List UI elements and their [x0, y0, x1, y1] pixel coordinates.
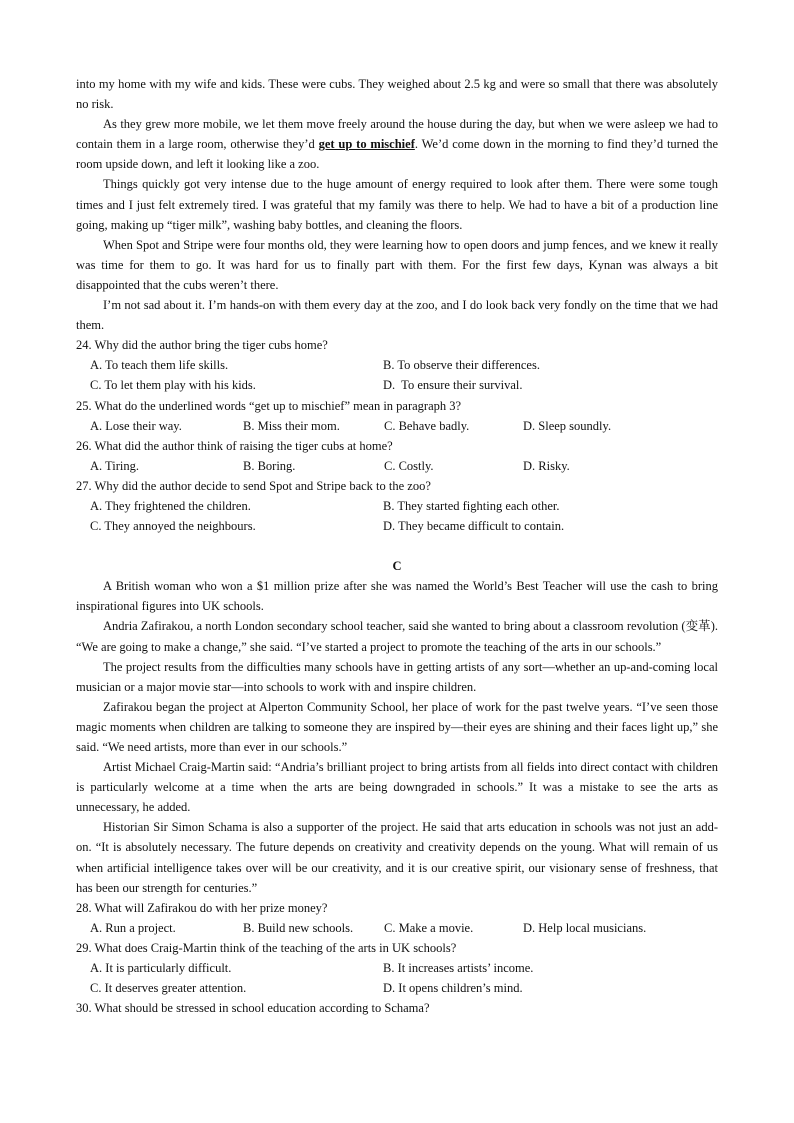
paragraph-3-text-start: As they grew more mobile, we let them move freely around the house during the day, but when we were asleep we had to contain them in a large room, otherwise they’d	[76, 117, 718, 152]
passage-b-paragraph-continued: into my home with my wife and kids. These were cubs. They weighed about 2.5 kg and were so small that there was absolutely no risk.	[76, 77, 718, 112]
option-d: D. Risky.	[523, 458, 570, 473]
option-a: A. To teach them life skills.	[90, 358, 229, 373]
passage-c-paragraph-4: Zafirakou began the project at Alperton Community School, her place of work for the past twelve years. “I’ve seen those magic moments when children are talking to someone they are inspired by—their eyes are shining and their faces light up,” she said. “We need artists, more than ever in our schools.”	[76, 699, 718, 754]
option-d: D. Sleep soundly.	[523, 418, 612, 433]
question-24: 24. Why did the author bring the tiger cubs home?	[76, 338, 328, 353]
question-29-options-row-2	[76, 978, 718, 998]
passage-c-paragraph-5: Artist Michael Craig-Martin said: “Andria’s brilliant project to bring artists from all fields into direct contact with children is particularly welcome at a time when the arts are being downgraded in schools.” It was a mistake to see the arts as unnecessary, he added.	[76, 760, 718, 815]
option-c: C. Costly.	[384, 458, 434, 473]
underlined-phrase: get up to mischief	[318, 137, 415, 152]
question-28: 28. What will Zafirakou do with her prize money?	[76, 900, 328, 915]
question-26: 26. What did the author think of raising the tiger cubs at home?	[76, 438, 393, 453]
passage-b-paragraph-6: I’m not sad about it. I’m hands-on with them every day at the zoo, and I do look back very fondly on the time that we had them.	[76, 298, 718, 333]
question-26-options	[76, 456, 718, 476]
exam-page	[76, 74, 718, 1018]
question-25: 25. What do the underlined words “get up to mischief” mean in paragraph 3?	[76, 398, 462, 413]
option-a: A. They frightened the children.	[90, 498, 251, 513]
passage-b-paragraph-4: Things quickly got very intense due to the huge amount of energy required to look after them. There were some tough times and I just felt extremely tired. I was grateful that my family was there to help. We had to have a bit of a production line going, making up “tiger milk”, washing baby bottles, and cleaning the floors.	[76, 177, 718, 232]
option-b: B. To observe their differences.	[383, 358, 540, 373]
option-b: B. Miss their mom.	[243, 418, 340, 433]
question-24-options-row-2	[76, 375, 718, 395]
section-c-heading: C	[392, 559, 402, 574]
option-c: C. It deserves greater attention.	[90, 981, 247, 996]
question-30: 30. What should be stressed in school education according to Schama?	[76, 1001, 430, 1016]
option-c: C. To let them play with his kids.	[90, 378, 256, 393]
passage-c-paragraph-2: Andria Zafirakou, a north London secondary school teacher, said she wanted to bring about a classroom revolution (变革). “We are going to make a change,” she said. “I’ve started a project to promote the teaching of the arts in our schools.”	[76, 619, 718, 654]
passage-c-paragraph-6: Historian Sir Simon Schama is also a supporter of the project. He said that arts education in schools was not just an add-on. “It is absolutely necessary. The future depends on creativity and creativity depends on the young. What will remain of us when artificial intelligence takes over will be our creativity, and it is our creative spirit, our visionary sense of freshness, that has been our strength for centuries.”	[76, 820, 718, 895]
option-d: D. Help local musicians.	[523, 920, 647, 935]
option-b: B. Build new schools.	[243, 920, 354, 935]
option-a: A. Run a project.	[90, 920, 176, 935]
option-b: B. Boring.	[243, 458, 296, 473]
question-25-options	[76, 416, 718, 436]
question-29: 29. What does Craig-Martin think of the teaching of the arts in UK schools?	[76, 940, 457, 955]
option-b: B. They started fighting each other.	[383, 498, 560, 513]
option-d: D. To ensure their survival.	[383, 378, 523, 393]
option-d: D. It opens children’s mind.	[383, 981, 523, 996]
option-b: B. It increases artists’ income.	[383, 961, 534, 976]
question-27-options-row-1	[76, 496, 718, 516]
option-a: A. It is particularly difficult.	[90, 961, 232, 976]
question-27-options-row-2	[76, 516, 718, 536]
passage-b-paragraph-3	[76, 114, 718, 174]
question-29-options-row-1	[76, 958, 718, 978]
paragraph-3-text-end: . We’d come down in the morning to find they’d turned the room upside down, and left it looking like a zoo.	[76, 137, 718, 172]
option-d: D. They became difficult to contain.	[383, 519, 565, 534]
option-c: C. Make a movie.	[384, 920, 474, 935]
question-24-options-row-1	[76, 355, 718, 375]
question-27: 27. Why did the author decide to send Spot and Stripe back to the zoo?	[76, 478, 431, 493]
passage-c-paragraph-1: A British woman who won a $1 million prize after she was named the World’s Best Teacher will use the cash to bring inspirational figures into UK schools.	[76, 579, 718, 614]
passage-c-paragraph-3: The project results from the difficulties many schools have in getting artists of any sort—whether an up-and-coming local musician or a major movie star—into schools to work with and inspire children.	[76, 659, 718, 694]
option-c: C. Behave badly.	[384, 418, 470, 433]
option-c: C. They annoyed the neighbours.	[90, 519, 256, 534]
question-28-options	[76, 918, 718, 938]
option-a: A. Lose their way.	[90, 418, 182, 433]
passage-b-paragraph-5: When Spot and Stripe were four months old, they were learning how to open doors and jump fences, and we knew it really was time for them to go. It was hard for us to finally part with them. For the first few days, Kynan was always a bit disappointed that the cubs weren’t there.	[76, 237, 718, 292]
option-a: A. Tiring.	[90, 458, 139, 473]
